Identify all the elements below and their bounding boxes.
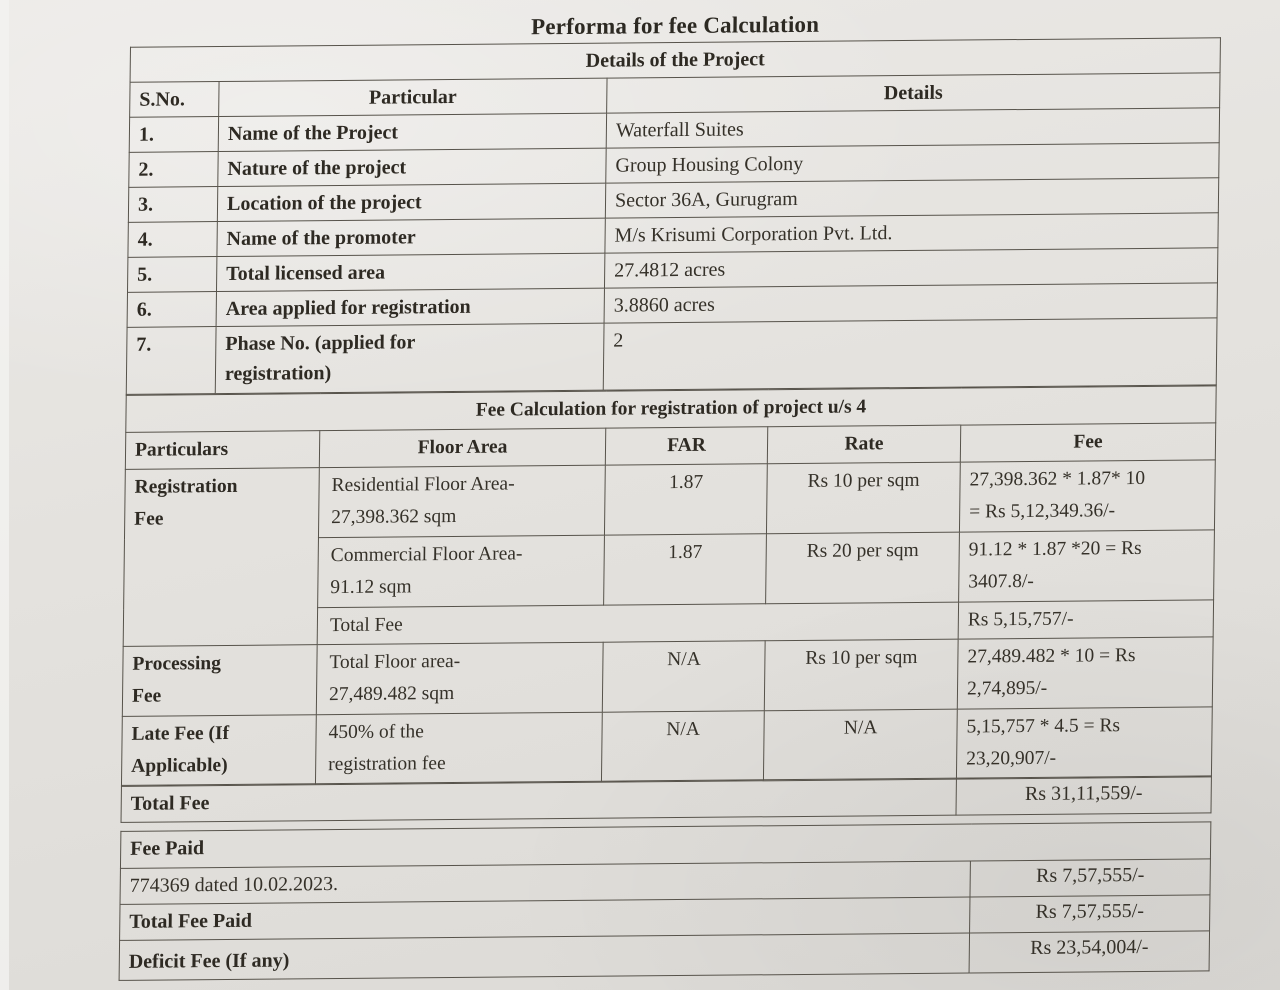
column-header-sno: S.No.	[130, 82, 219, 118]
project-sno: 6.	[127, 292, 216, 328]
project-particular: Phase No. (applied for registration)	[215, 323, 604, 393]
project-details-value: 2	[603, 318, 1217, 390]
residential-floor-area: Residential Floor Area- 27,398.362 sqm	[318, 465, 605, 538]
project-details-value: Sector 36A, Gurugram	[605, 178, 1218, 218]
commercial-fee: 91.12 * 1.87 *20 = Rs 3407.8/-	[959, 530, 1215, 602]
project-particular: Total licensed area	[216, 253, 604, 291]
project-sno: 7.	[126, 327, 216, 395]
project-details-value: M/s Krisumi Corporation Pvt. Ltd.	[605, 213, 1218, 253]
column-header-fee: Fee	[960, 423, 1215, 462]
total-fee-label: Total Fee	[121, 779, 956, 822]
project-details-value: Waterfall Suites	[606, 108, 1219, 148]
late-fee-basis: 450% of the registration fee	[315, 712, 602, 784]
late-fee-value: 5,15,757 * 4.5 = Rs 23,20,907/-	[956, 707, 1212, 778]
late-fee-label: Late Fee (If Applicable)	[121, 715, 316, 786]
table-row-registration-residential	[124, 460, 1215, 540]
fee-paid-label: Fee Paid	[120, 822, 1210, 869]
fee-paid-table	[119, 821, 1212, 981]
project-particular: Location of the project	[217, 183, 605, 221]
scanned-document	[119, 0, 1221, 981]
late-fee-far: N/A	[601, 711, 764, 781]
table-row	[126, 318, 1217, 395]
column-header-floor-area: Floor Area	[319, 428, 605, 468]
commercial-far: 1.87	[604, 534, 767, 605]
total-fee-paid-label: Total Fee Paid	[120, 897, 970, 940]
payment-reference: 774369 dated 10.02.2023.	[120, 861, 970, 904]
processing-fee-value: 27,489.482 * 10 = Rs 2,74,895/-	[957, 637, 1213, 709]
processing-fee-label: Processing Fee	[122, 645, 317, 717]
fee-calculation-table	[121, 385, 1217, 786]
section-header-fee-calculation: Fee Calculation for registration of project u/s 4	[126, 386, 1216, 433]
project-sno: 5.	[127, 257, 216, 293]
section-header-details-of-project: Details of the Project	[130, 38, 1220, 83]
project-sno: 1.	[129, 117, 218, 153]
project-particular: Area applied for registration	[216, 288, 604, 326]
registration-fee-label: Registration Fee	[123, 468, 319, 647]
late-fee-rate: N/A	[763, 709, 957, 780]
deficit-fee-label: Deficit Fee (If any)	[119, 933, 969, 980]
registration-total-fee-value: Rs 5,15,757/-	[958, 600, 1213, 639]
project-particular: Name of the promoter	[217, 218, 605, 256]
column-header-particulars: Particulars	[125, 431, 319, 470]
residential-rate: Rs 10 per sqm	[766, 462, 960, 534]
total-fee-paid-value: Rs 7,57,555/-	[970, 895, 1210, 933]
project-details-value: 3.8860 acres	[604, 283, 1217, 323]
project-sno: 3.	[128, 187, 217, 223]
project-particular: Name of the Project	[218, 113, 606, 151]
total-fee-value: Rs 31,11,559/-	[956, 777, 1211, 815]
column-header-far: FAR	[605, 427, 767, 465]
residential-fee: 27,398.362 * 1.87* 10 = Rs 5,12,349.36/-	[959, 460, 1215, 532]
commercial-floor-area: Commercial Floor Area- 91.12 sqm	[318, 535, 605, 608]
processing-rate: Rs 10 per sqm	[764, 639, 958, 711]
residential-far: 1.87	[604, 464, 767, 535]
project-details-value: Group Housing Colony	[606, 143, 1219, 183]
column-header-rate: Rate	[767, 425, 960, 464]
processing-floor-area: Total Floor area- 27,489.482 sqm	[316, 642, 603, 715]
column-header-particular: Particular	[219, 78, 607, 116]
project-details-value: 27.4812 acres	[604, 248, 1217, 288]
project-particular: Nature of the project	[218, 148, 606, 186]
project-details-table	[126, 37, 1221, 395]
table-row-late-fee	[121, 707, 1212, 786]
commercial-rate: Rs 20 per sqm	[766, 532, 960, 604]
table-row-deficit-fee	[119, 931, 1209, 981]
column-header-details: Details	[607, 73, 1220, 113]
deficit-fee-value: Rs 23,54,004/-	[969, 931, 1209, 973]
table-row-processing-fee	[122, 637, 1213, 717]
payment-value: Rs 7,57,555/-	[970, 859, 1210, 897]
processing-far: N/A	[602, 641, 765, 712]
page-title: Performa for fee Calculation	[530, 11, 820, 40]
project-sno: 2.	[129, 152, 218, 188]
registration-total-fee-label: Total Fee	[317, 602, 958, 645]
project-sno: 4.	[128, 222, 217, 258]
